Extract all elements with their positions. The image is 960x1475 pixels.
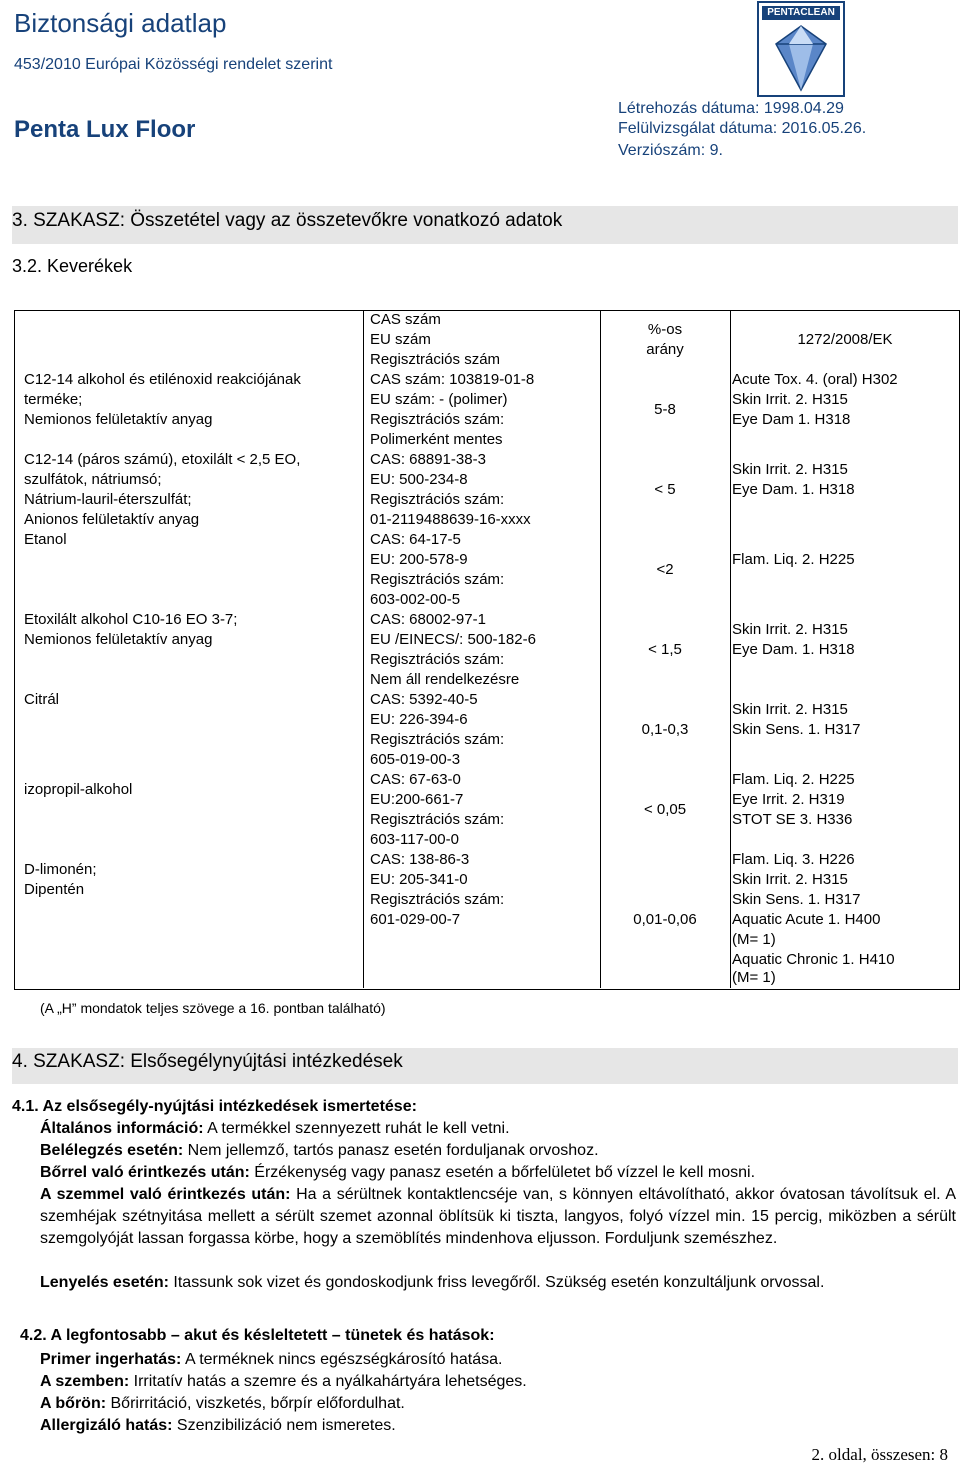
skin-effect-text: Bőrirritáció, viszketés, bőrpír előfordulhat. xyxy=(106,1395,405,1412)
row6-ids: 603-117-00-0 xyxy=(370,831,459,848)
row7-ids: CAS: 138-86-3 xyxy=(370,851,470,868)
ingestion-text: Itassunk sok vizet és gondoskodjunk friss levegőről. Szükség esetén konzultáljunk orvossal. xyxy=(168,1274,825,1291)
row1-class: Acute Tox. 4. (oral) H302 xyxy=(732,371,898,388)
row1-name: C12-14 alkohol és etilénoxid reakciójának xyxy=(24,371,301,388)
h-statement-note: (A „H” mondatok teljes szövege a 16. pontban található) xyxy=(40,1000,386,1016)
row5-ids: EU: 226-394-6 xyxy=(370,711,468,728)
row2-name: C12-14 (páros számú), etoxilált < 2,5 EO, xyxy=(24,451,301,468)
allergy-effect-label: Allergizáló hatás: xyxy=(40,1417,173,1434)
section-3-title: 3. SZAKASZ: Összetétel vagy az összetevőkre vonatkozó adatok xyxy=(12,210,563,231)
row5-class: Skin Sens. 1. H317 xyxy=(732,721,861,738)
skin-contact-text: Érzékenység vagy panasz esetén a bőrfelületet bő vízzel le kell mosni. xyxy=(249,1164,756,1181)
row7-name: D-limonén; xyxy=(24,861,97,878)
section-4-2-title: 4.2. A legfontosabb – akut és késleltetett – tünetek és hatások: xyxy=(20,1327,495,1344)
row3-class: Flam. Liq. 2. H225 xyxy=(732,551,855,568)
row1-class: Skin Irrit. 2. H315 xyxy=(732,391,848,408)
row4-name: Nemionos felületaktív anyag xyxy=(24,631,213,648)
row2-percent: < 5 xyxy=(654,481,676,498)
inhalation-label: Belélegzés esetén: xyxy=(40,1142,184,1159)
ingestion-info xyxy=(40,1272,956,1294)
row1-name: terméke; xyxy=(24,391,83,408)
eye-contact-label: A szemmel való érintkezés után: xyxy=(40,1186,291,1203)
product-name: Penta Lux Floor xyxy=(14,116,196,143)
row6-percent: < 0,05 xyxy=(643,801,687,818)
allergy-effect-text: Szenzibilizáció nem ismeretes. xyxy=(172,1417,396,1434)
row7-class: (M= 1) xyxy=(732,931,776,948)
row3-ids: Regisztrációs szám: xyxy=(370,571,505,588)
row2-ids: EU: 500-234-8 xyxy=(370,471,468,488)
row1-ids: CAS szám: 103819-01-8 xyxy=(370,371,535,388)
eye-effect xyxy=(40,1371,956,1393)
section-3-heading xyxy=(12,206,958,244)
row6-ids: Regisztrációs szám: xyxy=(370,811,505,828)
row2-name: Anionos felületaktív anyag xyxy=(24,511,200,528)
header-percent: arány xyxy=(646,341,684,358)
row6-class: Flam. Liq. 2. H225 xyxy=(732,771,855,788)
row3-percent: <2 xyxy=(656,561,674,578)
row5-ids: Regisztrációs szám: xyxy=(370,731,505,748)
header-eu: EU szám xyxy=(370,331,431,348)
inhalation-info xyxy=(40,1140,956,1162)
skin-contact-info xyxy=(40,1162,956,1184)
row6-class: STOT SE 3. H336 xyxy=(732,811,853,828)
row1-class: Eye Dam 1. H318 xyxy=(732,411,851,428)
row7-ids: Regisztrációs szám: xyxy=(370,891,505,908)
row1-percent: 5-8 xyxy=(654,401,676,418)
table-divider xyxy=(730,310,731,988)
section-4-heading xyxy=(12,1048,958,1084)
row7-class: Aquatic Chronic 1. H410 xyxy=(732,951,895,968)
header-cas: CAS szám xyxy=(370,311,441,328)
row1-name: Nemionos felületaktív anyag xyxy=(24,411,213,428)
inhalation-text: Nem jellemző, tartós panasz esetén forduljanak orvoshoz. xyxy=(183,1142,599,1159)
primary-effect xyxy=(40,1349,956,1371)
page-number: 2. oldal, összesen: 8 xyxy=(811,1445,948,1464)
row4-ids: Regisztrációs szám: xyxy=(370,651,505,668)
row4-class: Eye Dam. 1. H318 xyxy=(732,641,855,658)
skin-effect xyxy=(40,1393,956,1415)
row5-percent: 0,1-0,3 xyxy=(641,721,689,738)
revised-date: Felülvizsgálat dátuma: 2016.05.26. xyxy=(618,120,867,137)
row4-class: Skin Irrit. 2. H315 xyxy=(732,621,848,638)
version-number: Verziószám: 9. xyxy=(618,142,723,159)
created-date: Létrehozás dátuma: 1998.04.29 xyxy=(618,100,844,117)
row6-name: izopropil-alkohol xyxy=(24,781,133,798)
row2-ids: Regisztrációs szám: xyxy=(370,491,505,508)
skin-contact-label: Bőrrel való érintkezés után: xyxy=(40,1164,250,1181)
row6-ids: EU:200-661-7 xyxy=(370,791,464,808)
row2-class: Skin Irrit. 2. H315 xyxy=(732,461,848,478)
row7-name: Dipentén xyxy=(24,881,85,898)
header-classification: 1272/2008/EK xyxy=(797,331,893,348)
row4-ids: CAS: 68002-97-1 xyxy=(370,611,486,628)
row4-percent: < 1,5 xyxy=(648,641,682,658)
row7-percent: 0,01-0,06 xyxy=(633,911,697,928)
table-divider xyxy=(363,310,364,988)
eye-effect-label: A szemben: xyxy=(40,1373,130,1390)
row3-ids: EU: 200-578-9 xyxy=(370,551,468,568)
row7-class: (M= 1) xyxy=(732,969,776,986)
general-info xyxy=(40,1118,956,1140)
row3-name: Etanol xyxy=(24,531,67,548)
row1-ids: Polimerként mentes xyxy=(370,431,503,448)
document-title: Biztonsági adatlap xyxy=(14,8,227,38)
row4-ids: Nem áll rendelkezésre xyxy=(370,671,520,688)
logo-text: PENTACLEAN xyxy=(767,7,835,18)
row7-class: Flam. Liq. 3. H226 xyxy=(732,851,855,868)
row7-ids: 601-029-00-7 xyxy=(370,911,461,928)
regulation-subtitle: 453/2010 Európai Közösségi rendelet szerint xyxy=(14,56,333,73)
row7-class: Skin Irrit. 2. H315 xyxy=(732,871,848,888)
row6-class: Eye Irrit. 2. H319 xyxy=(732,791,845,808)
row7-class: Aquatic Acute 1. H400 xyxy=(732,911,881,928)
eye-contact-info xyxy=(40,1184,956,1250)
eye-effect-text: Irritatív hatás a szemre és a nyálkahártyára lehetséges. xyxy=(129,1373,527,1390)
row5-class: Skin Irrit. 2. H315 xyxy=(732,701,848,718)
eye-contact-text: Ha a sérültnek kontaktlencséje van, s könnyen eltávolítható, akkor óvatosan távolítsuk el. A szemhéjak szétnyitása mellett a sérült szemet azonnal öblítsük ki tiszta, langyos, folyó vízzel min. 15 percig, miközben a sérült szemgolyóját lassan forgassa körbe, hogy a szemöblítés mindenhova eljusson. Forduljunk szemészhez. xyxy=(40,1186,957,1247)
row2-name: Nátrium-lauril-éterszulfát; xyxy=(24,491,192,508)
row2-ids: 01-2119488639-16-xxxx xyxy=(370,511,531,528)
primary-effect-text: A terméknek nincs egészségkárosító hatása. xyxy=(181,1351,503,1368)
row2-class: Eye Dam. 1. H318 xyxy=(732,481,855,498)
allergy-effect xyxy=(40,1415,956,1437)
row5-ids: CAS: 5392-40-5 xyxy=(370,691,478,708)
row3-ids: 603-002-00-5 xyxy=(370,591,461,608)
row1-ids: EU szám: - (polimer) xyxy=(370,391,508,408)
row5-name: Citrál xyxy=(24,691,60,708)
row7-ids: EU: 205-341-0 xyxy=(370,871,468,888)
general-info-text: A termékkel szennyezett ruhát le kell vetni. xyxy=(203,1120,510,1137)
ingestion-label: Lenyelés esetén: xyxy=(40,1274,169,1291)
header-reg: Regisztrációs szám xyxy=(370,351,501,368)
section-3-2-title: 3.2. Keverékek xyxy=(12,256,133,276)
section-4-1-title: 4.1. Az elsősegély-nyújtási intézkedések ismertetése: xyxy=(12,1098,417,1115)
row2-ids: CAS: 68891-38-3 xyxy=(370,451,486,468)
row6-ids: CAS: 67-63-0 xyxy=(370,771,461,788)
general-info-label: Általános információ: xyxy=(40,1120,204,1137)
row2-name: szulfátok, nátriumsó; xyxy=(24,471,162,488)
row1-ids: Regisztrációs szám: xyxy=(370,411,505,428)
row7-class: Skin Sens. 1. H317 xyxy=(732,891,861,908)
primary-effect-label: Primer ingerhatás: xyxy=(40,1351,182,1368)
row5-ids: 605-019-00-3 xyxy=(370,751,461,768)
row3-ids: CAS: 64-17-5 xyxy=(370,531,461,548)
header-percent: %-os xyxy=(647,321,683,338)
row4-ids: EU /EINECS/: 500-182-6 xyxy=(370,631,536,648)
skin-effect-label: A bőrön: xyxy=(40,1395,107,1412)
section-4-title: 4. SZAKASZ: Elsősegélynyújtási intézkedések xyxy=(12,1051,403,1072)
pentaclean-logo xyxy=(756,0,846,98)
row4-name: Etoxilált alkohol C10-16 EO 3-7; xyxy=(24,611,238,628)
